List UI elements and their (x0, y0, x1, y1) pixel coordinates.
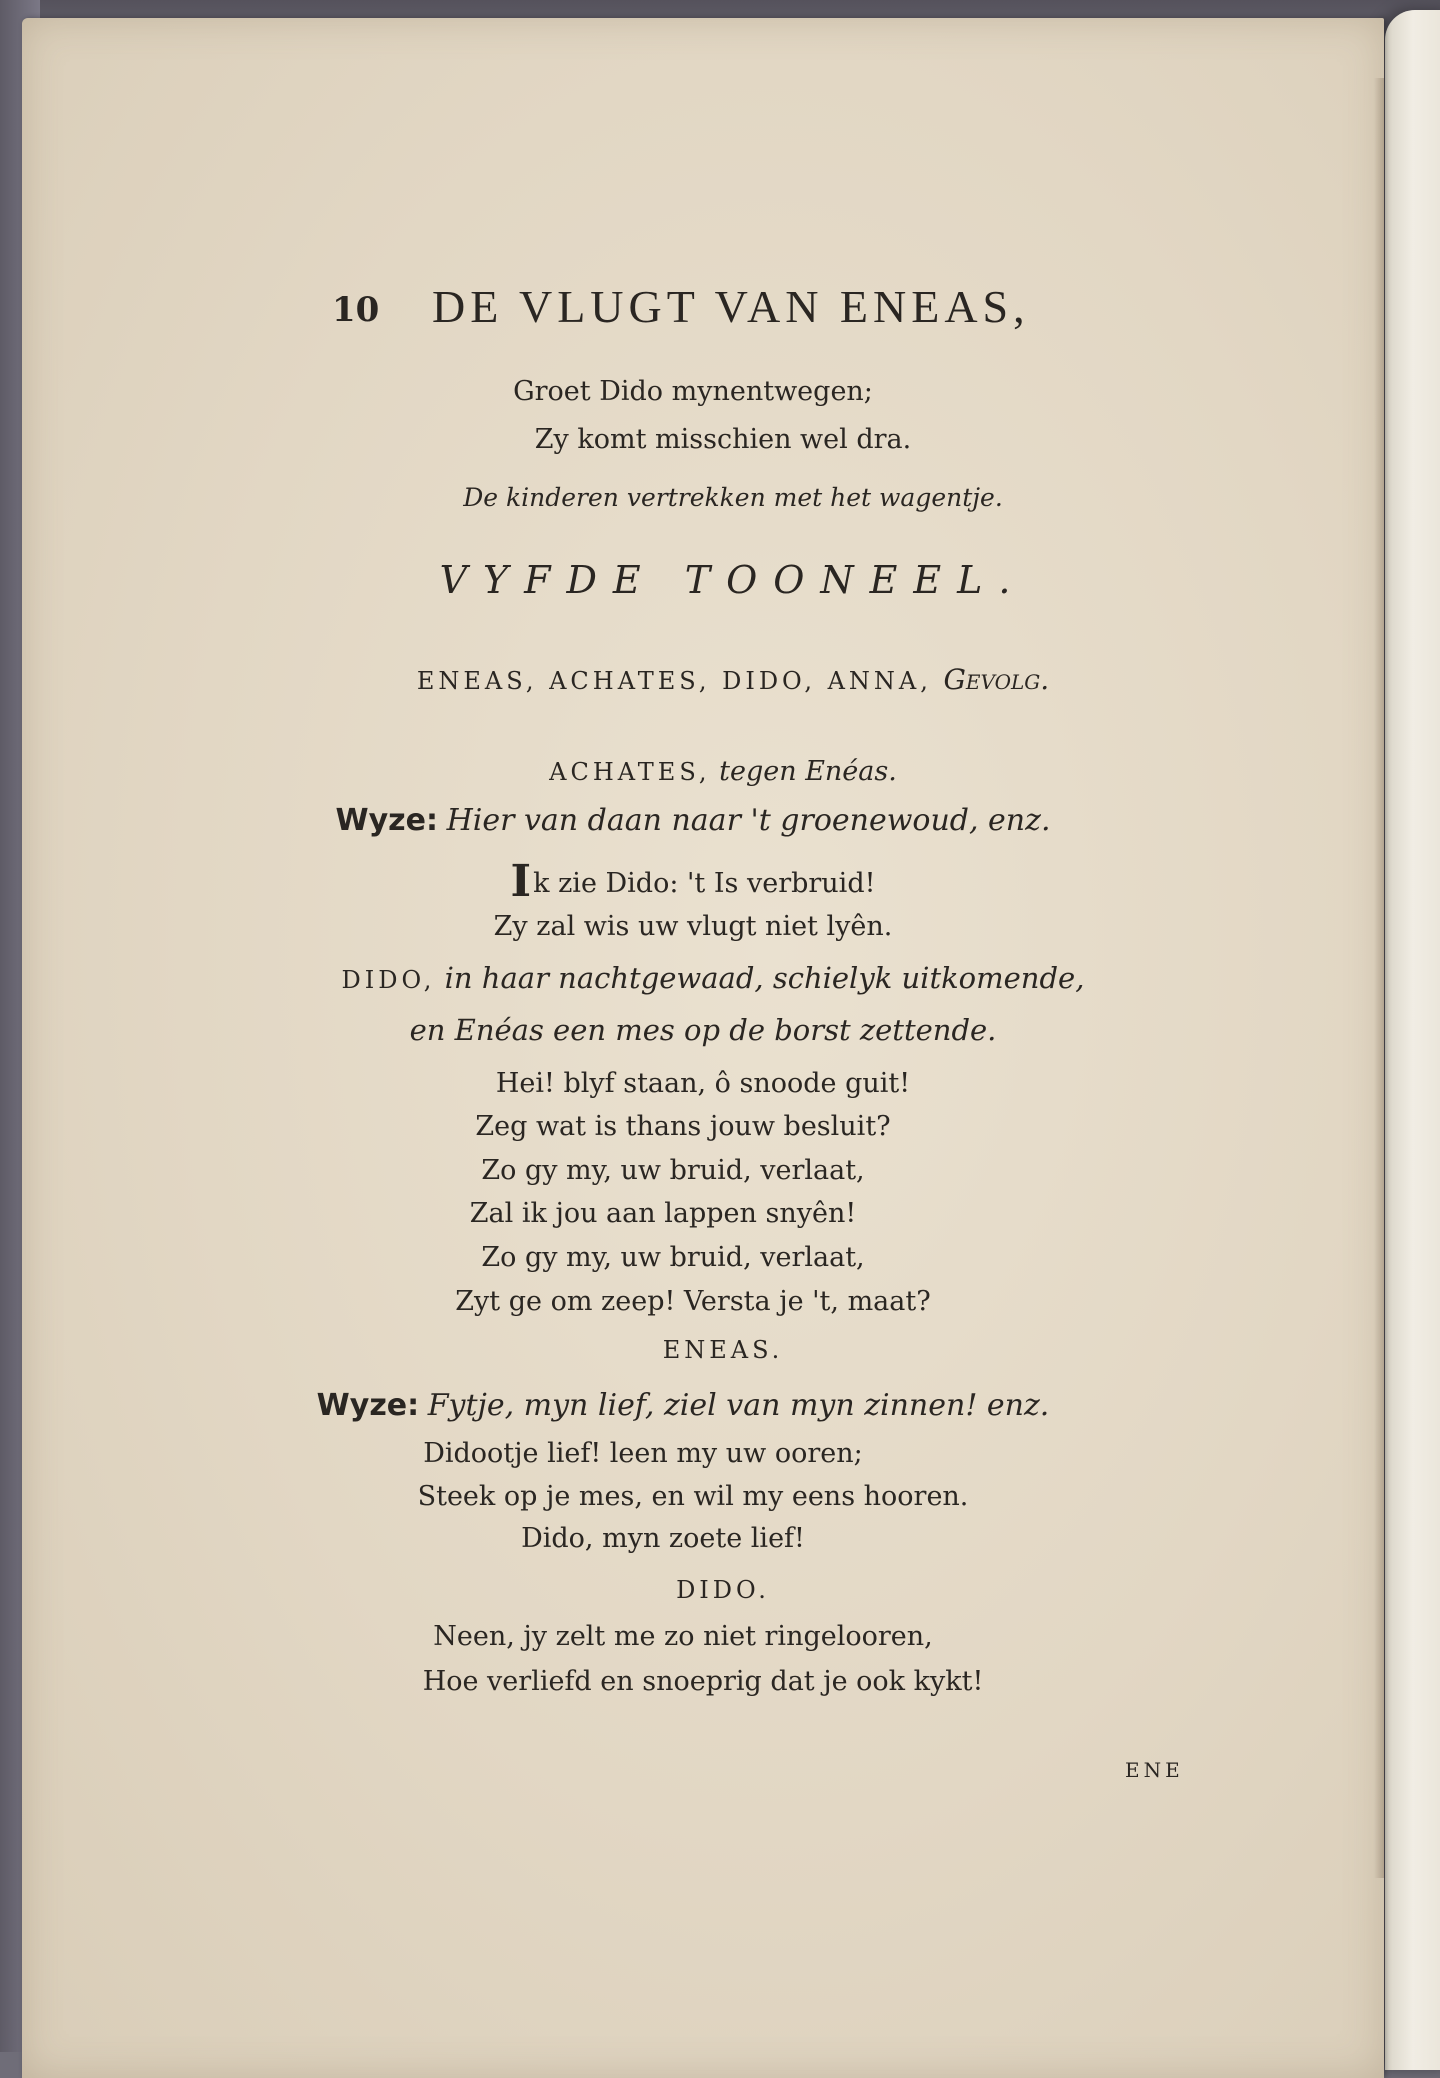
verse-line: Hoe verliefd en snoeprig dat je ook kykt! (422, 1666, 984, 1697)
verse-line: Zal ik jou aan lappen snyên! (469, 1198, 857, 1229)
speaker-direction-cont: en Enéas een mes op de borst zettende. (409, 1013, 997, 1047)
verse-line: Steek op je mes, en wil my eens hooren. (417, 1481, 969, 1512)
verse-line: Zeg wat is thans jouw besluit? (475, 1111, 891, 1142)
speaker-name: DIDO. (676, 1576, 770, 1604)
running-head (22, 280, 1384, 340)
book-page (22, 18, 1384, 2078)
scene-title: VYFDE TOONEEL. (439, 558, 1027, 602)
tune-line (12, 803, 1374, 839)
speaker-heading (32, 961, 1394, 996)
speaker-direction: in haar nachtgewaad, schielyk uitkomende, (444, 961, 1085, 995)
tune-label: Wyze: (316, 1388, 420, 1423)
verse-line: Zy zal wis uw vlugt niet lyên. (493, 911, 893, 942)
speaker-direction: tegen Enéas. (719, 756, 897, 787)
verse-line: Zo gy my, uw bruid, verlaat, (481, 1242, 865, 1273)
speaker-name: DIDO, (341, 966, 436, 994)
verse-line (12, 856, 1374, 909)
catchword: ENE (1125, 1758, 1184, 1782)
speaker-name: ENEAS. (662, 1336, 784, 1364)
page-number: 10 (332, 290, 380, 330)
speakers-names: ENEAS, ACHATES, DIDO, ANNA, (416, 667, 932, 695)
tune-line (2, 1388, 1364, 1424)
verse-line: Zyt ge om zeep! Versta je 't, maat? (455, 1286, 931, 1317)
verse-line: Didootje lief! leen my uw ooren; (423, 1438, 863, 1469)
verse-line: Dido, myn zoete lief! (521, 1523, 805, 1554)
next-page-edge (1385, 10, 1440, 2070)
tune-label: Wyze: (335, 803, 438, 838)
verse-line: Zo gy my, uw bruid, verlaat, (481, 1155, 865, 1186)
tune-title: Hier van daan naar 't groenewoud, enz. (446, 803, 1051, 838)
speaker-heading (42, 756, 1404, 788)
speaker-name: ACHATES, (549, 758, 711, 786)
drop-cap: I (510, 856, 532, 907)
tune-title: Fytje, myn lief, ziel van myn zinnen! enz. (427, 1388, 1050, 1423)
verse-line: Neen, jy zelt me zo niet ringelooren, (433, 1621, 933, 1652)
verse-line: Hei! blyf staan, ô snoode guit! (495, 1068, 911, 1099)
verse-line: Groet Dido mynentwegen; (513, 376, 873, 407)
verse-line: Zy komt misschien wel dra. (534, 424, 912, 455)
running-title: DE VLUGT VAN ENEAS, (432, 281, 1030, 332)
verse-text: k zie Dido: 't Is verbruid! (533, 868, 876, 899)
speakers-list (52, 663, 1414, 697)
speakers-retinue: Gevolg. (943, 663, 1050, 696)
stage-direction: De kinderen vertrekken met het wagentje. (463, 483, 1003, 512)
